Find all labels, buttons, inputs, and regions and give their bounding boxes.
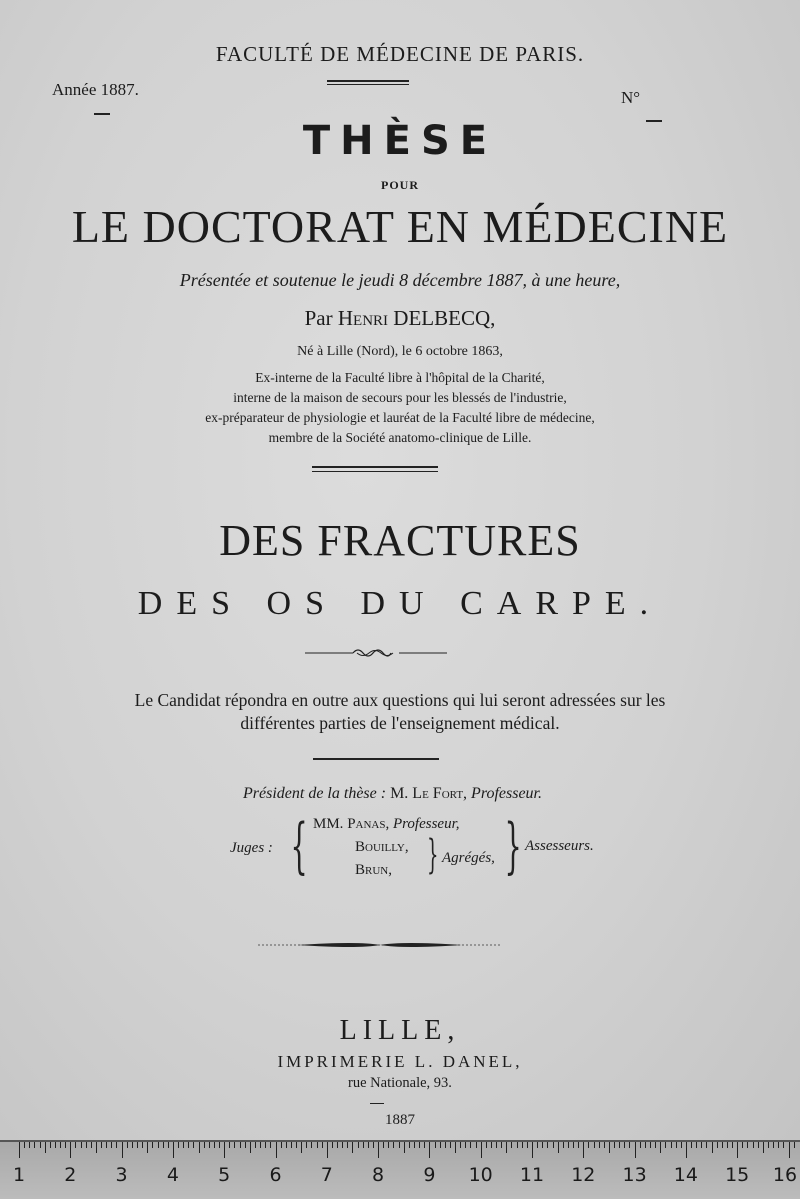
- ruler-tick: [332, 1142, 333, 1148]
- ruler-tick: [573, 1142, 574, 1148]
- author-line: [0, 306, 800, 331]
- ruler-tick: [496, 1142, 497, 1148]
- ruler-tick: [640, 1142, 641, 1148]
- ruler-tick: [676, 1142, 677, 1148]
- ruler-tick: [388, 1142, 389, 1148]
- ruler-tick: [378, 1142, 379, 1158]
- ruler-tick: [393, 1142, 394, 1148]
- ruler-tick: [419, 1142, 420, 1148]
- ruler-tick: [70, 1142, 71, 1158]
- ruler-tick: [34, 1142, 35, 1148]
- ruler-tick: [465, 1142, 466, 1148]
- ruler-tick: [722, 1142, 723, 1148]
- ruler-tick: [671, 1142, 672, 1148]
- imprint-dash: [370, 1103, 384, 1104]
- ruler-tick: [163, 1142, 164, 1148]
- ruler-tick: [24, 1142, 25, 1148]
- ruler-number: 13: [622, 1164, 647, 1186]
- jury-member-bouilly: Bouilly,: [355, 839, 409, 855]
- ruler-tick: [127, 1142, 128, 1148]
- juges-label: Juges :: [230, 840, 273, 856]
- ruler-tick: [234, 1142, 235, 1148]
- ruler-tick: [96, 1142, 97, 1153]
- ruler-tick: [409, 1142, 410, 1148]
- ruler-tick: [588, 1142, 589, 1148]
- ruler-tick: [553, 1142, 554, 1148]
- ruler-tick: [476, 1142, 477, 1148]
- pour-label: POUR: [381, 178, 419, 192]
- ruler-tick: [147, 1142, 148, 1153]
- ruler-tick: [542, 1142, 543, 1148]
- cv-line: membre de la Société anatomo-clinique de Lille.: [268, 430, 532, 445]
- ruler-tick: [158, 1142, 159, 1148]
- doctorat-title: LE DOCTORAT EN MÉDECINE: [71, 201, 729, 252]
- imprint-printer: IMPRIMERIE L. DANEL,: [277, 1052, 523, 1071]
- ruler-tick: [317, 1142, 318, 1148]
- ruler-tick: [763, 1142, 764, 1153]
- header-rule-2: [327, 84, 409, 85]
- ruler-tick: [152, 1142, 153, 1148]
- ruler-tick: [276, 1142, 277, 1158]
- ruler-tick: [578, 1142, 579, 1148]
- assesseurs-label: Assesseurs.: [525, 838, 594, 854]
- ruler-tick: [609, 1142, 610, 1153]
- candidat-line2: différentes parties de l'enseignement médical.: [240, 713, 560, 733]
- ruler-tick: [619, 1142, 620, 1148]
- president-label: Président de la thèse :: [243, 785, 387, 802]
- ruler-tick: [758, 1142, 759, 1148]
- ruler-tick: [629, 1142, 630, 1148]
- ruler-tick: [568, 1142, 569, 1148]
- ruler-tick: [291, 1142, 292, 1148]
- ruler-tick: [322, 1142, 323, 1148]
- ruler-tick: [116, 1142, 117, 1148]
- ruler-tick: [455, 1142, 456, 1153]
- double-rule: [312, 466, 438, 468]
- ruler-tick: [747, 1142, 748, 1148]
- ruler-tick: [599, 1142, 600, 1148]
- ruler-tick: [501, 1142, 502, 1148]
- ruler-tick: [19, 1142, 20, 1158]
- ruler-tick: [794, 1142, 795, 1148]
- ruler-number: 10: [468, 1164, 493, 1186]
- ruler-tick: [296, 1142, 297, 1148]
- president-name: M. Le Fort,: [390, 785, 468, 802]
- ruler-tick: [558, 1142, 559, 1153]
- ruler-number: 11: [519, 1164, 545, 1186]
- ruler-tick: [60, 1142, 61, 1148]
- ruler-tick: [281, 1142, 282, 1148]
- ruler-number: 16: [772, 1164, 798, 1186]
- jury-member-panas: [313, 816, 460, 833]
- ruler-tick: [352, 1142, 353, 1153]
- panas-name: Panas,: [347, 816, 390, 832]
- ruler-tick: [368, 1142, 369, 1148]
- ruler-tick: [81, 1142, 82, 1148]
- ruler-tick: [660, 1142, 661, 1153]
- ruler-tick: [783, 1142, 784, 1148]
- ruler-tick: [301, 1142, 302, 1153]
- these-title: THÈSE: [302, 118, 498, 164]
- right-brace: }: [504, 811, 522, 881]
- ruler-tick: [40, 1142, 41, 1148]
- ruler-tick: [511, 1142, 512, 1148]
- ruler-number: 5: [218, 1164, 231, 1186]
- subject-title-line2: DES OS DU CARPE.: [137, 585, 663, 622]
- ruler-tick: [486, 1142, 487, 1148]
- ruler-tick: [229, 1142, 230, 1148]
- flourish-ornament: [305, 645, 447, 661]
- candidat-line1: Le Candidat répondra en outre aux questions qui lui seront adressées sur les: [134, 690, 666, 710]
- ruler-tick: [435, 1142, 436, 1148]
- ruler-tick: [789, 1142, 790, 1158]
- ruler-tick: [363, 1142, 364, 1148]
- cv-line: interne de la maison de secours pour les blessés de l'industrie,: [233, 390, 567, 405]
- ruler-tick: [737, 1142, 738, 1158]
- section-rule: [313, 758, 439, 760]
- cv-line: Ex-interne de la Faculté libre à l'hôpital de la Charité,: [255, 370, 545, 385]
- ruler-tick: [199, 1142, 200, 1153]
- ruler-tick: [255, 1142, 256, 1148]
- ruler-tick: [727, 1142, 728, 1148]
- ruler-tick: [250, 1142, 251, 1153]
- ruler-number: 14: [673, 1164, 698, 1186]
- ruler-tick: [404, 1142, 405, 1153]
- president-role: Professeur.: [471, 785, 543, 802]
- ruler-tick: [337, 1142, 338, 1148]
- ruler-tick: [270, 1142, 271, 1148]
- ruler-tick: [358, 1142, 359, 1148]
- ruler-tick: [106, 1142, 107, 1148]
- ruler-tick: [712, 1142, 713, 1153]
- measuring-ruler: [0, 1140, 800, 1199]
- ruler-tick: [681, 1142, 682, 1148]
- presentation-line: Présentée et soutenue le jeudi 8 décembre 1887, à une heure,: [179, 270, 621, 290]
- tapered-rule-ornament: [258, 938, 502, 952]
- ruler-tick: [450, 1142, 451, 1148]
- ruler-tick: [50, 1142, 51, 1148]
- imprint-year: 1887: [385, 1112, 415, 1128]
- ruler-tick: [706, 1142, 707, 1148]
- ruler-tick: [132, 1142, 133, 1148]
- annee-label: [52, 80, 139, 100]
- ruler-tick: [742, 1142, 743, 1148]
- ruler-tick: [773, 1142, 774, 1148]
- ruler-tick: [209, 1142, 210, 1148]
- ruler-tick: [142, 1142, 143, 1148]
- ruler-tick: [635, 1142, 636, 1158]
- agreges-label: Agrégés,: [442, 850, 495, 866]
- ruler-tick: [604, 1142, 605, 1148]
- ruler-tick: [204, 1142, 205, 1148]
- ruler-tick: [75, 1142, 76, 1148]
- ruler-tick: [91, 1142, 92, 1148]
- ruler-tick: [342, 1142, 343, 1148]
- ruler-tick: [445, 1142, 446, 1148]
- ruler-tick: [717, 1142, 718, 1148]
- ruler-tick: [101, 1142, 102, 1148]
- subject-title-line1: DES FRACTURES: [219, 516, 581, 565]
- ruler-tick: [399, 1142, 400, 1148]
- ruler-tick: [414, 1142, 415, 1148]
- ruler-tick: [311, 1142, 312, 1148]
- ruler-tick: [286, 1142, 287, 1148]
- annee-text: Année 1887.: [52, 80, 139, 99]
- ruler-tick: [219, 1142, 220, 1148]
- ruler-tick: [137, 1142, 138, 1148]
- par-label: Par: [304, 306, 333, 330]
- annee-dash: [94, 113, 110, 115]
- ruler-tick: [732, 1142, 733, 1148]
- ruler-tick: [168, 1142, 169, 1148]
- ruler-tick: [111, 1142, 112, 1148]
- ruler-tick: [383, 1142, 384, 1148]
- ruler-tick: [373, 1142, 374, 1148]
- ruler-tick: [460, 1142, 461, 1148]
- ruler-tick: [29, 1142, 30, 1148]
- ruler-tick: [768, 1142, 769, 1148]
- ruler-number: 8: [372, 1164, 385, 1186]
- ruler-number: 6: [269, 1164, 282, 1186]
- faculty-heading: FACULTÉ DE MÉDECINE DE PARIS.: [215, 42, 585, 66]
- agreges-brace: }: [426, 832, 439, 878]
- ruler-tick: [537, 1142, 538, 1148]
- ruler-number: 4: [166, 1164, 179, 1186]
- ruler-tick: [188, 1142, 189, 1148]
- double-rule: [312, 471, 438, 472]
- ruler-tick: [327, 1142, 328, 1158]
- author-name: Henri DELBECQ,: [337, 306, 496, 330]
- ruler-number: 12: [571, 1164, 596, 1186]
- ruler-tick: [193, 1142, 194, 1148]
- ruler-tick: [645, 1142, 646, 1148]
- ruler-tick: [214, 1142, 215, 1148]
- ruler-tick: [65, 1142, 66, 1148]
- left-brace: {: [290, 811, 308, 881]
- ruler-tick: [691, 1142, 692, 1148]
- ruler-tick: [517, 1142, 518, 1148]
- ruler-tick: [686, 1142, 687, 1158]
- ruler-tick: [481, 1142, 482, 1158]
- ruler-tick: [701, 1142, 702, 1148]
- ruler-tick: [347, 1142, 348, 1148]
- ruler-tick: [665, 1142, 666, 1148]
- ruler-number: 15: [725, 1164, 750, 1186]
- ruler-tick: [753, 1142, 754, 1148]
- ruler-tick: [260, 1142, 261, 1148]
- ruler-tick: [527, 1142, 528, 1148]
- ruler-tick: [491, 1142, 492, 1148]
- ruler-tick: [778, 1142, 779, 1148]
- header-rule: [327, 80, 409, 82]
- ruler-tick: [696, 1142, 697, 1148]
- ruler-tick: [224, 1142, 225, 1158]
- imprint-street: rue Nationale, 93.: [348, 1075, 452, 1091]
- ruler-tick: [183, 1142, 184, 1148]
- ruler-tick: [532, 1142, 533, 1158]
- jury-member-brun: Brun,: [355, 862, 392, 878]
- ruler-tick: [240, 1142, 241, 1148]
- ruler-tick: [173, 1142, 174, 1158]
- ruler-number: 9: [423, 1164, 436, 1186]
- ruler-tick: [547, 1142, 548, 1148]
- mm-label: MM.: [313, 816, 344, 832]
- ruler-tick: [440, 1142, 441, 1148]
- imprint-city: LILLE,: [339, 1015, 461, 1046]
- ruler-tick: [594, 1142, 595, 1148]
- ruler-tick: [650, 1142, 651, 1148]
- ruler-tick: [583, 1142, 584, 1158]
- ruler-tick: [122, 1142, 123, 1158]
- ruler-number: 1: [12, 1164, 26, 1186]
- ruler-tick: [522, 1142, 523, 1148]
- ruler-tick: [86, 1142, 87, 1148]
- panas-role: Professeur,: [392, 816, 460, 832]
- ruler-tick: [470, 1142, 471, 1148]
- birth-line: Né à Lille (Nord), le 6 octobre 1863,: [297, 344, 503, 359]
- ruler-tick: [45, 1142, 46, 1153]
- ruler-tick: [655, 1142, 656, 1148]
- ruler-number: 7: [320, 1164, 333, 1186]
- ruler-tick: [265, 1142, 266, 1148]
- ruler-tick: [506, 1142, 507, 1153]
- numero-label: N°: [621, 88, 641, 107]
- ruler-tick: [624, 1142, 625, 1148]
- ruler-tick: [55, 1142, 56, 1148]
- ruler-tick: [306, 1142, 307, 1148]
- ruler-tick: [424, 1142, 425, 1148]
- ruler-tick: [563, 1142, 564, 1148]
- cv-line: ex-préparateur de physiologie et lauréat de la Faculté libre de médecine,: [205, 410, 595, 425]
- ruler-number: 2: [64, 1164, 77, 1186]
- president-line: [243, 785, 542, 803]
- ruler-number: 3: [115, 1164, 128, 1186]
- ruler-tick: [245, 1142, 246, 1148]
- ruler-tick: [614, 1142, 615, 1148]
- ruler-tick: [429, 1142, 430, 1158]
- ruler-tick: [178, 1142, 179, 1148]
